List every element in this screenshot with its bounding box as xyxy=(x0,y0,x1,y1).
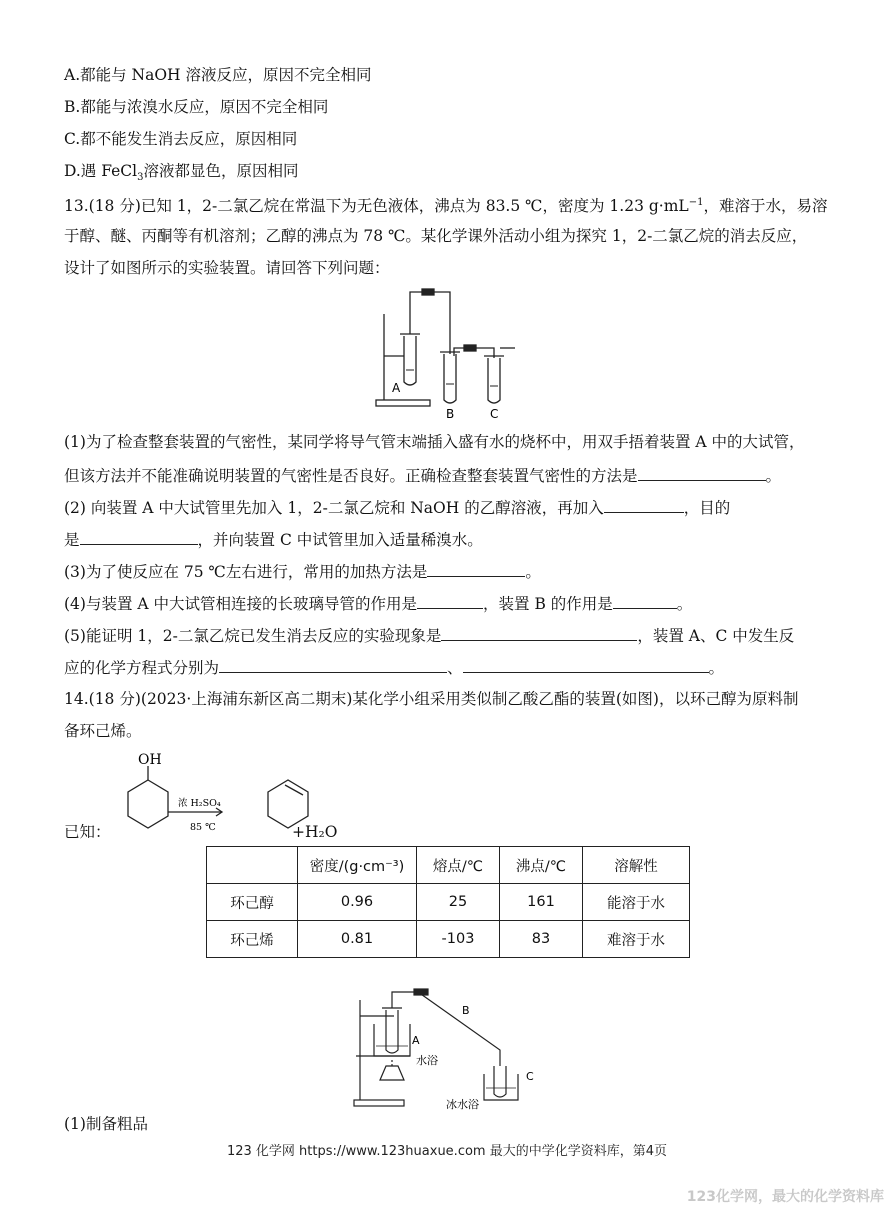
oh-label: OH xyxy=(138,752,162,768)
table-row xyxy=(207,921,690,958)
label-c: C xyxy=(490,407,499,421)
q13-p1-line-1: (1)为了检查整套装置的气密性，某同学将导气管末端插入盛有水的烧杯中，用双手捂着装置 A 中的大试管， xyxy=(64,433,805,451)
option-c: C.都不能发生消去反应，原因相同 xyxy=(64,130,298,148)
water-bath-label: 水浴 xyxy=(416,1054,438,1067)
ice-bath-label: 冰水浴 xyxy=(446,1098,479,1110)
q13-line-1: 13.(18 分)已知 1，2-二氯乙烷在常温下为无色液体，沸点为 83.5 ℃，密度为 1.23 $g\cdot mL^{-1}$，难溶于水，易溶 xyxy=(64,197,828,216)
table-header-cell: 熔点/℃ xyxy=(417,847,500,884)
q13-line-2: 于醇、醚、丙酮等有机溶剂；乙醇的沸点为 78 ℃。某化学课外活动小组为探究 1，2-二氯乙烷的消去反应， xyxy=(64,227,808,245)
table-cell: 83 xyxy=(500,921,583,958)
temperature-label: 85 ℃ xyxy=(190,822,216,833)
option-a: A.都能与 NaOH 溶液反应，原因不完全相同 xyxy=(64,66,372,84)
q14-sub-1: (1)制备粗品 xyxy=(64,1115,148,1133)
label-c: C xyxy=(526,1070,534,1083)
q13-p4: (4)与装置 A 中大试管相连接的长玻璃导管的作用是 ，装置 B 的作用是 。 xyxy=(64,592,834,614)
table-cell: 161 xyxy=(500,884,583,921)
label-b: B xyxy=(446,407,455,421)
table-header-cell: 溶解性 xyxy=(583,847,690,884)
option-b: B.都能与浓溴水反应，原因不完全相同 xyxy=(64,98,329,116)
answer-blank[interactable] xyxy=(463,656,709,673)
label-a: A xyxy=(392,381,401,395)
q14-line-2: 备环己烯。 xyxy=(64,722,142,740)
label-a: A xyxy=(412,1034,420,1047)
q13-line-3: 设计了如图所示的实验装置。请回答下列问题： xyxy=(64,259,390,277)
table-cell: 25 xyxy=(417,884,500,921)
q13-p5-line-1: (5)能证明 1，2-二氯乙烷已发生消去反应的实验现象是 ，装置 A、C 中发生反 xyxy=(64,624,834,646)
reagent-label: 浓 H₂SO₄ xyxy=(178,798,221,809)
q13-apparatus-figure xyxy=(370,284,530,424)
answer-blank[interactable] xyxy=(604,496,684,513)
q13-p1-line-2: 但该方法并不能准确说明装置的气密性是否良好。正确检查整套装置气密性的方法是 。 xyxy=(64,464,834,486)
answer-blank[interactable] xyxy=(80,528,198,545)
table-cell: 0.81 xyxy=(298,921,417,958)
table-header-cell xyxy=(207,847,298,884)
known-label: 已知： xyxy=(64,823,111,841)
answer-blank[interactable] xyxy=(441,624,637,641)
answer-blank[interactable] xyxy=(613,592,677,609)
answer-blank[interactable] xyxy=(219,656,447,673)
q14-line-1: 14.(18 分)(2023·上海浦东新区高二期末)某化学小组采用类似制乙酸乙酯的装置(如图)，以环己醇为原料制 xyxy=(64,690,799,708)
q13-p2-line-1: (2) 向装置 A 中大试管里先加入 1，2-二氯乙烷和 NaOH 的乙醇溶液，再加入 ，目的 xyxy=(64,496,834,518)
table-cell: 环己烯 xyxy=(207,921,298,958)
page-footer: 123 化学网 https://www.123huaxue.com 最大的中学化学资料库，第4页 xyxy=(226,1144,667,1159)
table-row xyxy=(207,884,690,921)
table-cell: 能溶于水 xyxy=(583,884,690,921)
answer-blank[interactable] xyxy=(638,464,766,481)
table-cell: 环己醇 xyxy=(207,884,298,921)
properties-table xyxy=(206,846,690,958)
table-cell: 0.96 xyxy=(298,884,417,921)
watermark: 123化学网，最大的化学资料库 xyxy=(686,1189,884,1205)
table-cell: -103 xyxy=(417,921,500,958)
label-b: B xyxy=(462,1004,470,1017)
answer-blank[interactable] xyxy=(427,560,525,577)
answer-blank[interactable] xyxy=(417,592,483,609)
option-d: D.遇 FeCl$_3$溶液都显色，原因相同 xyxy=(64,162,299,184)
water-product: +H₂O xyxy=(292,823,338,841)
table-cell: 难溶于水 xyxy=(583,921,690,958)
table-header-cell: 密度/(g·cm⁻³) xyxy=(298,847,417,884)
table-header-cell: 沸点/℃ xyxy=(500,847,583,884)
table-header-row xyxy=(207,847,690,884)
q13-p5-line-2: 应的化学方程式分别为 、 。 xyxy=(64,656,834,678)
q14-apparatus-figure xyxy=(350,980,550,1110)
cyclohexanol-ring xyxy=(128,780,168,828)
q13-p3: (3)为了使反应在 75 ℃左右进行，常用的加热方法是 。 xyxy=(64,560,834,582)
q13-p2-line-2: 是 ，并向装置 C 中试管里加入适量稀溴水。 xyxy=(64,528,834,550)
